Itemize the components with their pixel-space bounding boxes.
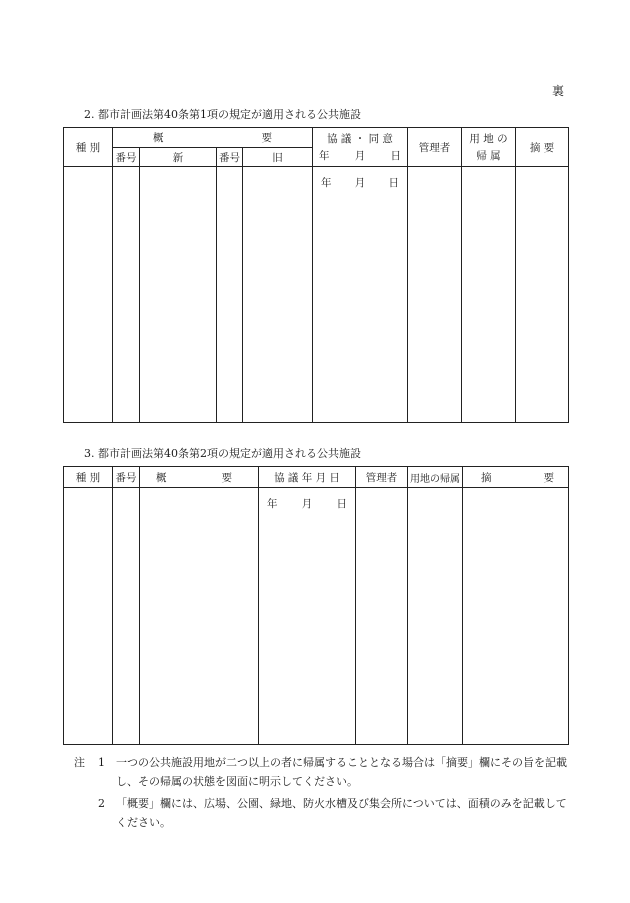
section-3-title: 3. 都市計画法第40条第2項の規定が適用される公共施設 (84, 447, 361, 460)
manager-entry-cell[interactable] (408, 167, 462, 423)
header-old: 旧 (243, 148, 313, 167)
header-land-owner (462, 128, 516, 167)
notes (74, 753, 574, 832)
date-month-label: 月 (354, 177, 366, 189)
note-item (74, 794, 574, 832)
date-year-label: 年 (321, 177, 332, 189)
remarks-entry-cell[interactable] (516, 167, 569, 423)
section-2-title: 2. 都市計画法第40条第1項の規定が適用される公共施設 (84, 108, 361, 121)
page-side-marker: 裏 (552, 84, 565, 98)
remarks-entry-cell[interactable] (463, 488, 569, 745)
notes-prefix: 注 (74, 756, 85, 769)
header-number: 番号 (113, 467, 140, 488)
header-overview (113, 128, 313, 148)
consult-date-entry-cell[interactable] (313, 167, 408, 423)
date-month-label: 月 (301, 498, 313, 510)
header-month: 月 (354, 150, 366, 162)
section-2-table (63, 127, 569, 423)
header-number-new: 番号 (113, 148, 140, 167)
note-number: 2 (98, 797, 105, 810)
header-overview-right: 要 (261, 132, 272, 144)
overview-entry-cell[interactable] (140, 488, 259, 745)
land-owner-entry-cell[interactable] (462, 167, 516, 423)
kind-entry-cell[interactable] (64, 167, 113, 423)
header-remarks (463, 467, 569, 488)
note-number: 1 (98, 756, 105, 769)
section-3-table (63, 466, 569, 745)
header-consult-date: 協 議 年 月 日 (259, 467, 356, 488)
header-consult-ymd (313, 148, 407, 163)
manager-entry-cell[interactable] (356, 488, 408, 745)
header-new: 新 (140, 148, 217, 167)
header-remarks-left: 摘 (481, 471, 492, 484)
header-remarks-right: 要 (543, 471, 554, 484)
new-entry-cell[interactable] (140, 167, 217, 423)
land-owner-entry-cell[interactable] (408, 488, 463, 745)
header-consult (313, 128, 408, 167)
header-manager: 管理者 (356, 467, 408, 488)
header-land-owner-line2: 帰 属 (476, 150, 501, 162)
header-kind: 種 別 (64, 128, 113, 167)
header-overview-right: 要 (221, 471, 232, 484)
note-text: 「概要」欄には、広場、公園、緑地、防火水槽及び集会所については、面積のみを記載してください。 (116, 797, 567, 829)
note-item (74, 753, 574, 791)
header-overview (140, 467, 259, 488)
number-entry-cell[interactable] (113, 488, 140, 745)
date-day-label: 日 (388, 177, 399, 189)
date-day-label: 日 (336, 498, 347, 510)
header-land-owner: 用地の帰属 (408, 467, 463, 488)
old-entry-cell[interactable] (243, 167, 313, 423)
header-manager: 管理者 (408, 128, 462, 167)
header-year: 年 (319, 150, 330, 162)
header-overview-left: 概 (153, 132, 164, 144)
number-new-entry-cell[interactable] (113, 167, 140, 423)
header-day: 日 (390, 150, 401, 162)
header-kind: 種 別 (64, 467, 113, 488)
consult-date-entry-cell[interactable] (259, 488, 356, 745)
header-overview-left: 概 (156, 471, 167, 484)
kind-entry-cell[interactable] (64, 488, 113, 745)
date-year-label: 年 (267, 498, 278, 510)
header-number-old: 番号 (217, 148, 243, 167)
note-text: 一つの公共施設用地が二つ以上の者に帰属することとなる場合は「摘要」欄にその旨を記載し、その帰属の状態を図面に明示してください。 (116, 756, 567, 788)
header-land-owner-line1: 用 地 の (469, 133, 508, 145)
number-old-entry-cell[interactable] (217, 167, 243, 423)
header-consult-label: 協 議 ・ 同 意 (327, 133, 393, 145)
header-remarks: 摘 要 (516, 128, 569, 167)
